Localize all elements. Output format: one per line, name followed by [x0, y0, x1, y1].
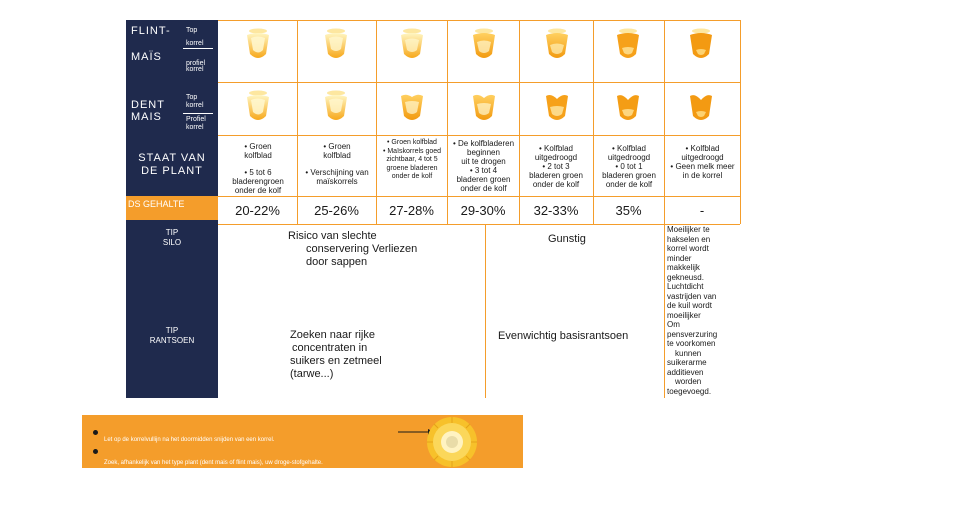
- state-col-7-line-3: • Geen melk meer: [670, 162, 735, 171]
- state-col-3-line-1: • Groen kolfblad: [387, 139, 437, 146]
- grid-line-v5: [593, 20, 594, 224]
- state-col-7: [665, 144, 740, 180]
- state-col-1-line-3: [220, 160, 296, 168]
- right-text-line-10: moeilijker: [667, 310, 701, 320]
- state-col-1-line-1: • Groen: [244, 142, 272, 151]
- state-col-2-line-1: • Groen: [323, 142, 351, 151]
- tip-silo-left-line-2: conservering Verliezen: [306, 243, 418, 255]
- state-col-4-line-5: bladeren groen: [456, 175, 511, 184]
- tip-silo-label-line1: TIP: [165, 228, 179, 237]
- state-col-4-line-2: beginnen: [467, 148, 500, 157]
- state-col-1-line-4: • 5 tot 6: [244, 168, 272, 177]
- flint-title-line2: MAÏS: [131, 51, 162, 63]
- flint-kernel-6-icon: [615, 28, 641, 62]
- footer-bullet-2-dot: [93, 449, 98, 454]
- flint-kernel-1-icon: [245, 28, 271, 62]
- dent-kernel-4-icon: [471, 90, 497, 124]
- corn-cob-cross-section-icon: [426, 416, 478, 468]
- state-col-2-line-2: kolfblad: [323, 151, 351, 160]
- dent-top-label: [186, 94, 204, 110]
- dent-top-label-1: Top: [186, 94, 198, 101]
- ds-value-1: 20-22%: [235, 203, 280, 218]
- flint-title: [131, 24, 171, 38]
- state-col-6-line-1: • Kolfblad: [612, 144, 646, 153]
- state-col-3-line-4: groene bladeren: [386, 164, 438, 172]
- tip-silo-label-line2: SILO: [162, 238, 182, 247]
- tip-rantsoen-left-line-2: concentraten in: [292, 342, 368, 354]
- state-col-2: [299, 142, 375, 186]
- ds-value-3: 27-28%: [389, 203, 434, 218]
- state-col-6-line-5: onder de kolf: [605, 180, 653, 189]
- state-col-1-line-5: bladerengroen: [232, 177, 284, 186]
- right-text-line-18: toegevoegd.: [667, 386, 712, 396]
- right-text-line-11: Om: [667, 320, 680, 329]
- right-text-line-3: korrel wordt: [667, 244, 709, 253]
- state-col-7-line-1: • Kolfblad: [685, 144, 720, 153]
- dent-profile-label-1: Profiel: [186, 116, 206, 123]
- dent-title: [131, 99, 165, 123]
- state-col-6-line-4: bladeren groen: [602, 171, 656, 180]
- state-col-3-line-5: onder de kolf: [391, 173, 433, 180]
- state-col-6-line-2: uitgedroogd: [607, 153, 651, 162]
- ds-value-6: 35%: [615, 203, 642, 218]
- grid-line-v4: [519, 20, 520, 224]
- right-text-line-15: suikerarme: [667, 358, 707, 367]
- state-col-4-line-6: onder de kolf: [460, 184, 507, 193]
- tip-silo-left: [288, 230, 478, 269]
- grid-line-v-mid: [485, 224, 486, 398]
- tip-rantsoen-left-line-4: (tarwe...): [290, 368, 334, 380]
- state-col-3-line-2: • Maïskorrels goed: [382, 147, 442, 155]
- dent-title-line1: DENT: [131, 99, 165, 111]
- state-col-5-line-3: • 2 tot 3: [542, 162, 570, 171]
- grid-line-v3: [447, 20, 448, 224]
- state-col-5-line-2: uitgedroogd: [534, 153, 578, 162]
- right-text-line-5: makkelijk: [667, 263, 700, 272]
- dent-kernel-6-icon: [615, 90, 641, 124]
- state-col-4-line-4: • 3 tot 4: [469, 166, 498, 175]
- state-col-2-line-3: [299, 160, 375, 168]
- state-col-4-line-1: • De kolfbladeren: [452, 139, 515, 148]
- flint-profile-label-1: profiel: [186, 60, 206, 67]
- dent-title-line2: MAIS: [131, 111, 162, 123]
- tip-rantsoen-label: [126, 326, 218, 346]
- right-text-line-17: worden: [675, 377, 702, 386]
- state-col-1-line-6: onder de kolf: [234, 186, 282, 195]
- right-text-line-12: pensverzuring: [667, 329, 718, 339]
- flint-kernel-4-icon: [471, 28, 497, 62]
- grid-line-h5: [218, 224, 740, 225]
- state-col-6-line-3: • 0 tot 1: [615, 162, 643, 171]
- dent-profile-label-2: korrel: [186, 124, 204, 131]
- flint-top-label: [186, 27, 197, 35]
- right-text-line-8: vastrijden van: [667, 291, 717, 301]
- state-col-5-line-5: onder de kolf: [532, 180, 580, 189]
- right-text-line-9: de kuil wordt: [667, 301, 712, 310]
- dent-profile-label: [186, 116, 206, 132]
- tip-silo-left-line-3: door sappen: [306, 256, 368, 268]
- flint-top-label-1: Top: [186, 27, 198, 34]
- tip-rantsoen-label-line2: RANTSOEN: [149, 336, 195, 345]
- tip-rantsoen-left-line-3: suikers en zetmeel: [290, 355, 382, 367]
- ds-value-2: 25-26%: [314, 203, 359, 218]
- staat-label: [126, 152, 218, 178]
- flint-profile-label-2: korrel: [186, 66, 204, 73]
- right-text-line-4: minder: [667, 253, 692, 263]
- state-col-5-line-1: • Kolfblad: [539, 144, 573, 153]
- dent-label-divider: [183, 113, 213, 114]
- dent-kernel-5-icon: [544, 90, 570, 124]
- right-text-line-16: additieven: [667, 367, 704, 377]
- tip-silo-mid: Gunstig: [548, 233, 586, 245]
- right-text-line-6: gekneusd.: [667, 272, 704, 282]
- state-col-5-line-4: bladeren groen: [529, 171, 583, 180]
- tip-silo-left-line-1: Risico van slechte: [288, 230, 377, 242]
- state-col-1-line-2: kolfblad: [244, 151, 272, 160]
- staat-label-line1: STAAT VAN: [138, 152, 206, 164]
- state-col-5: [520, 144, 592, 189]
- right-text-line-1: Moeilijker te: [667, 225, 710, 234]
- dent-top-label-2: korrel: [186, 102, 204, 109]
- state-col-2-line-4: • Verschijning van: [305, 168, 369, 177]
- flint-kernel-2-icon: [323, 28, 349, 62]
- state-col-4-line-3: uit te drogen: [461, 157, 506, 166]
- footer-bullet-1: Let op de korrelvullijn na het doormidden snijden van een korrel.: [104, 437, 275, 443]
- state-col-7-line-2: uitgedroogd: [681, 153, 724, 162]
- dent-kernel-7-icon: [688, 90, 714, 124]
- state-col-6: [594, 144, 664, 189]
- tip-rantsoen-left: [290, 329, 480, 381]
- state-col-3: [377, 139, 447, 182]
- ds-value-5: 32-33%: [533, 203, 579, 218]
- grid-line-v7: [740, 20, 741, 224]
- dent-kernel-3-icon: [399, 90, 425, 124]
- right-text-line-14: kunnen: [675, 348, 702, 358]
- dent-kernel-2-icon: [323, 90, 349, 124]
- right-text-line-2: hakselen en: [667, 234, 711, 244]
- right-column-text: [667, 225, 742, 396]
- state-col-4: [448, 139, 519, 193]
- flint-profile-label: [186, 61, 205, 73]
- state-col-1: [220, 142, 296, 195]
- flint-kernel-3-icon: [399, 28, 425, 62]
- ds-value-7: -: [699, 203, 705, 218]
- tip-rantsoen-mid: Evenwichtig basisrantsoen: [498, 330, 629, 342]
- footer-bullet-1-dot: [93, 430, 98, 435]
- state-col-7-line-4: in de korrel: [682, 171, 723, 180]
- flint-label-divider: [183, 48, 213, 49]
- flint-kernel-7-icon: [688, 28, 714, 62]
- tip-rantsoen-left-line-1: Zoeken naar rijke: [290, 329, 375, 341]
- dent-kernel-1-icon: [245, 90, 271, 124]
- grid-line-v1: [297, 20, 298, 224]
- flint-title-line1: FLINT-: [131, 25, 171, 37]
- tip-rantsoen-label-line1: TIP: [165, 326, 179, 335]
- flint-title-2: [131, 50, 162, 64]
- right-text-line-13: te voorkomen: [667, 339, 716, 348]
- state-col-3-line-3: zichtbaar, 4 tot 5: [386, 156, 438, 163]
- flint-top-label-2: korrel: [186, 40, 204, 47]
- state-col-2-line-5: maïskorrels: [316, 177, 358, 186]
- staat-label-line2: DE PLANT: [141, 165, 203, 177]
- grid-line-v2: [376, 20, 377, 224]
- flint-kernel-5-icon: [544, 28, 570, 62]
- right-text-line-7: Luchtdicht: [667, 282, 704, 291]
- ds-value-4: 29-30%: [460, 203, 506, 218]
- ds-label: DS GEHALTE: [128, 199, 185, 209]
- flint-top-label-b: [186, 40, 204, 48]
- tip-silo-label: [126, 228, 218, 248]
- footer-bullet-2: Zoek, afhankelijk van het type plant (dent mais of flint mais), uw droge-stofgehalte.: [104, 460, 323, 466]
